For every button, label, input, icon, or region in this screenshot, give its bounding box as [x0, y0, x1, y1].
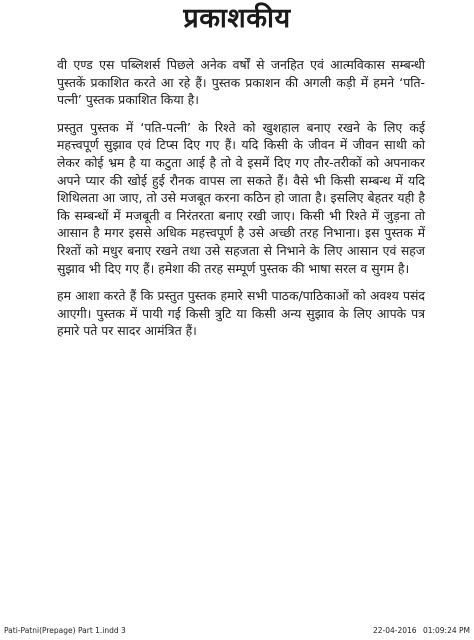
footer-file-info: Pati-Patni(Prepage) Part 1.indd 3 — [4, 626, 126, 635]
document-body — [57, 56, 425, 350]
footer-timestamp — [369, 624, 470, 638]
footer-time: 01:09:24 PM — [422, 626, 470, 635]
page-title: प्रकाशकीय — [183, 3, 291, 34]
print-slug-footer — [4, 624, 470, 638]
paragraph-main: प्रस्तुत पुस्तक में ‘पति-पत्नी’ के रिश्ते को खुशहाल बनाए रखने के लिए कई महत्त्वपूर्ण सुझाव एवं टिप्स दिए गए हैं। यदि किसी के जीवन में जीवन साथी को लेकर कोई भ्रम है या कटुता आई है तो वे इसमें दिए गए तौर-तरीकों को अपनाकर अपने प्यार की खोई हुई रौनक वापस ला सकते हैं। वैसे भी किसी सम्बन्ध में यदि शिथिलता आ जाए, तो उसे मजबूत करना कठिन हो जाता है। इसलिए बेहतर यही है कि सम्बन्धों में मजबूती व निरंतरता बनाए रखी जाए। किसी भी रिश्ते में जुड़ना तो आसान है मगर इससे अधिक महत्त्वपूर्ण है उसे अच्छी तरह निभाना। इस पुस्तक में रिश्तों को मधुर बनाए रखने तथा उसे सहजता से निभाने के लिए आसान एवं सहज सुझाव भी दिए गए हैं। हमेशा की तरह सम्पूर्ण पुस्तक की भाषा सरल व सुगम है। — [57, 119, 425, 276]
footer-date: 22-04-2016 — [372, 626, 417, 635]
paragraph-intro: वी एण्ड एस पब्लिशर्स पिछले अनेक वर्षों से जनहित एवं आत्मविकास सम्बन्धी पुस्तकें प्रकाशित करते आ रहे हैं। पुस्तक प्रकाशन की अगली कड़ी में हमने ‘पति-पत्नी’ पुस्तक प्रकाशित किया है। — [57, 57, 425, 108]
paragraph-closing: हम आशा करते हैं कि प्रस्तुत पुस्तक हमारे सभी पाठक/पाठिकाओं को अवश्य पसंद आएगी। पुस्तक में पायी गई किसी त्रुटि या किसी अन्य सुझाव के लिए आपके पत्र हमारे पते पर सादर आमंत्रित हैं। — [57, 288, 425, 339]
